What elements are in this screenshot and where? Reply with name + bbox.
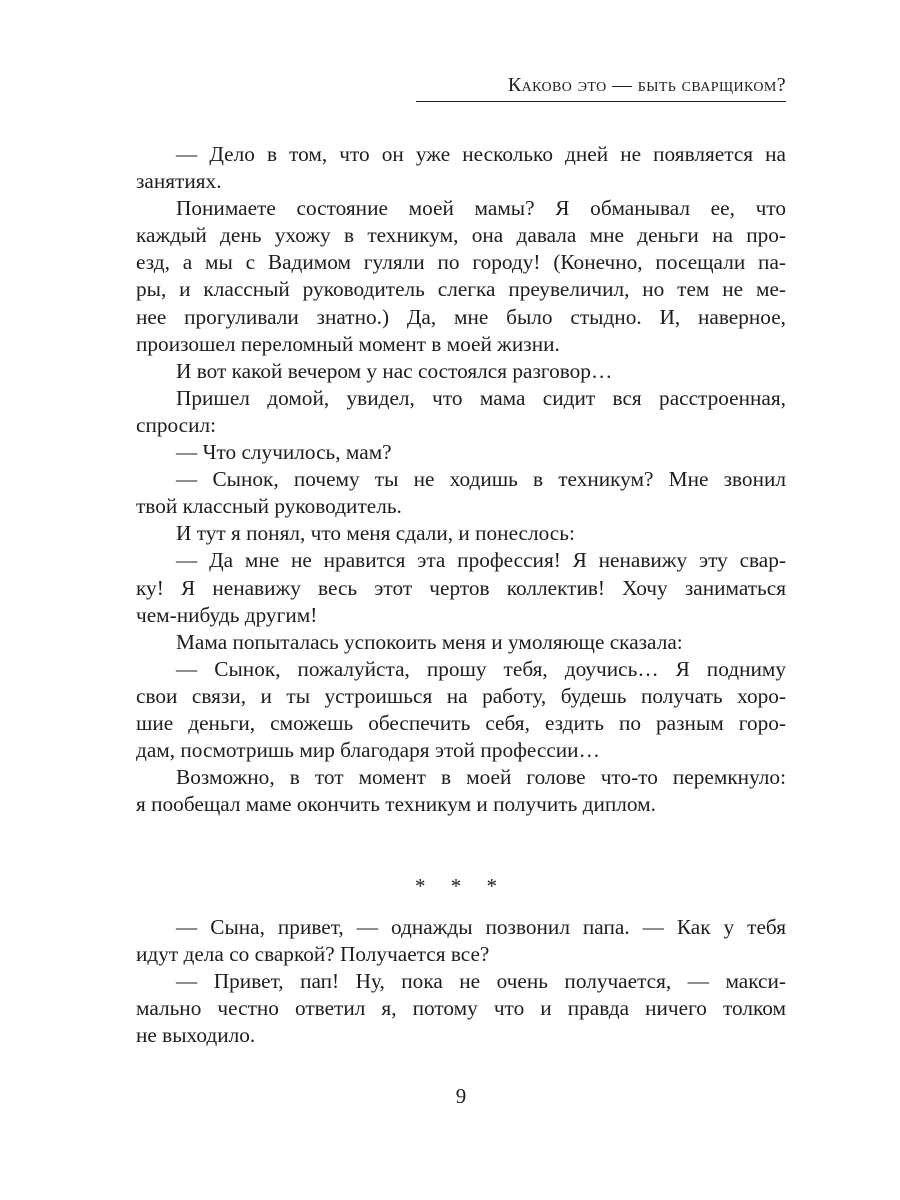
text-line: спросил: <box>136 412 217 437</box>
main-text <box>136 141 786 818</box>
text-line: И вот какой вечером у нас состоялся разговор… <box>176 358 613 383</box>
text-line: — Сына, привет, — однажды позвонил папа. — Как у тебя <box>176 915 786 939</box>
main-text-continued <box>136 914 786 1049</box>
text-line: Понимаете состояние моей мамы? Я обманывал ее, что <box>176 196 786 221</box>
running-title: Каково это — быть сварщиком? <box>507 74 786 96</box>
text-line: — Сынок, почему ты не ходишь в техникум? Мне звонил <box>176 467 786 492</box>
text-line: мально честно ответил я, потому что и правда ничего толком <box>136 996 786 1021</box>
text-line: Мама попыталась успокоить меня и умоляюще сказала: <box>176 629 683 654</box>
text-line: ку! Я ненавижу весь этот чертов коллектив! Хочу заниматься <box>136 575 786 600</box>
text-line: езд, а мы с Вадимом гуляли по городу! (Конечно, посещали па- <box>136 250 786 275</box>
text-line: нее прогуливали знатно.) Да, мне было стыдно. И, наверное, <box>136 304 786 329</box>
page-number: 9 <box>455 1084 467 1108</box>
text-line: произошел переломный момент в моей жизни. <box>136 331 560 356</box>
text-line: я пообещал маме окончить техникум и получить диплом. <box>136 792 656 817</box>
text-line: — Дело в том, что он уже несколько дней не появляется на <box>176 142 786 166</box>
text-line: твой классный руководитель. <box>136 494 402 519</box>
text-line: — Да мне не нравится эта профессия! Я ненавижу эту свар- <box>176 548 786 573</box>
text-line: каждый день ухожу в техникум, она давала мне деньги на про- <box>136 223 786 248</box>
text-line: Пришел домой, увидел, что мама сидит вся расстроенная, <box>176 385 786 410</box>
text-line: не выходило. <box>136 1023 256 1048</box>
text-line: ры, и классный руководитель слегка преувеличил, но тем не ме- <box>136 277 786 302</box>
text-line: шие деньги, сможешь обеспечить себя, ездить по разным горо- <box>136 710 786 735</box>
text-line: И тут я понял, что меня сдали, и понеслось: <box>176 521 575 546</box>
text-line: — Сынок, пожалуйста, прошу тебя, доучись… Я подниму <box>176 656 786 681</box>
text-line: занятиях. <box>136 169 222 194</box>
text-line: чем-нибудь другим! <box>136 602 318 627</box>
text-line: дам, посмотришь мир благодаря этой профессии… <box>136 738 600 763</box>
text-line: Возможно, в тот момент в моей голове что-то перемкнуло: <box>176 765 786 790</box>
text-line: — Что случилось, мам? <box>176 440 392 465</box>
header-rule <box>416 101 786 102</box>
text-line: — Привет, пап! Ну, пока не очень получается, — макси- <box>176 969 786 994</box>
text-line: идут дела со сваркой? Получается все? <box>136 942 490 967</box>
section-separator: * * * <box>415 874 507 898</box>
text-line: свои связи, и ты устроишься на работу, будешь получать хоро- <box>136 683 786 708</box>
